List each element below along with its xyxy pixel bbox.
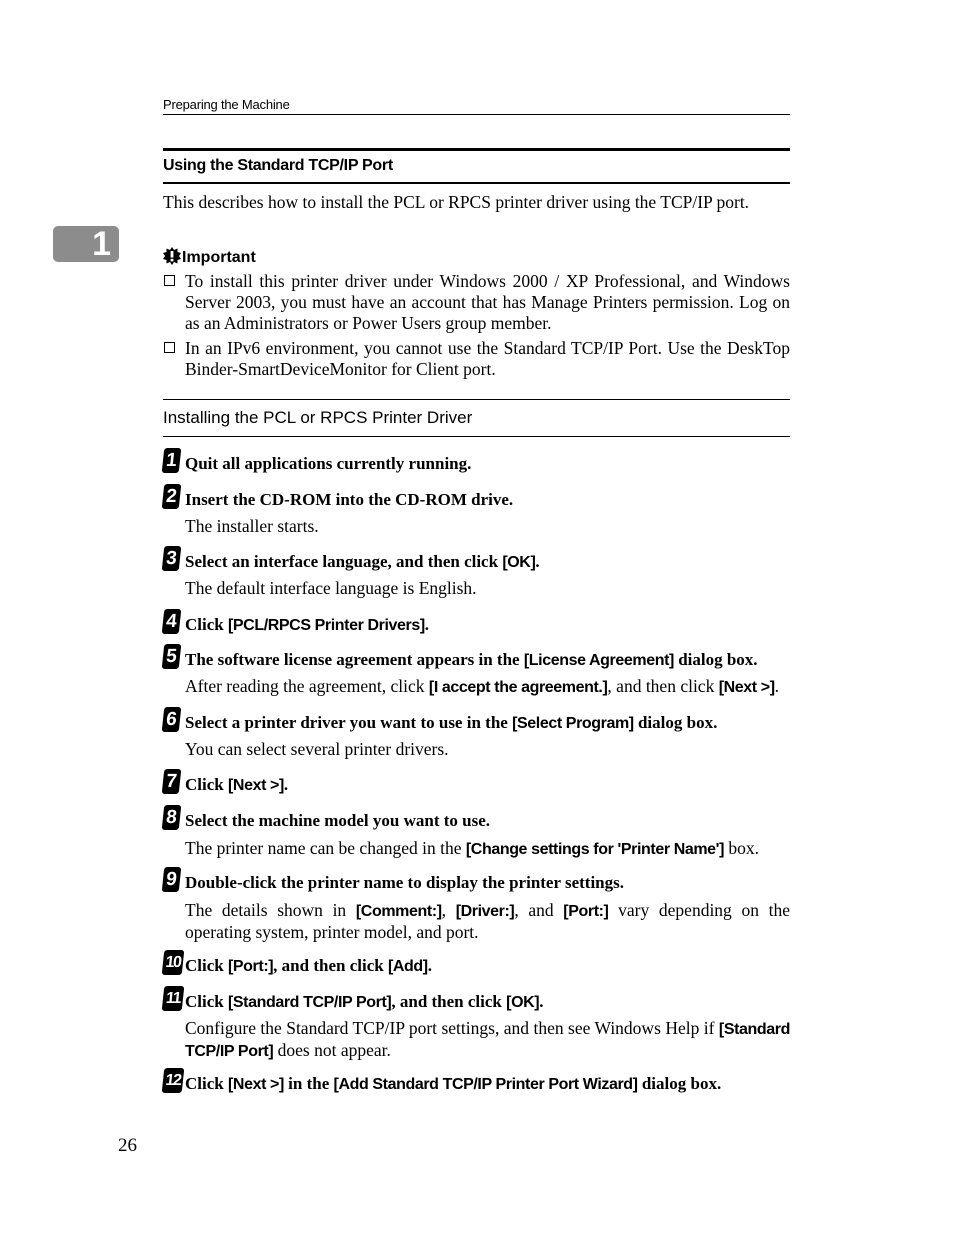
step-number-icon: 8 <box>162 805 182 830</box>
ui-label: [Standard TCP/IP Port] <box>227 994 392 1011</box>
step-description: The installer starts. <box>185 516 319 536</box>
step-instruction: Click [Standard TCP/IP Port], and then click [OK]. <box>185 992 544 1011</box>
step-number-icon: 6 <box>162 707 182 732</box>
step-instruction: The software license agreement appears in the [License Agreement] dialog box. <box>185 650 758 669</box>
ui-label: [License Agreement] <box>523 652 674 669</box>
subsection-title: Installing the PCL or RPCS Printer Driver <box>163 408 473 427</box>
section-title: Using the Standard TCP/IP Port <box>163 157 393 174</box>
step-number-icon: 11 <box>162 986 185 1011</box>
step-description: You can select several printer drivers. <box>185 739 449 759</box>
step-number-icon: 1 <box>162 448 182 473</box>
ui-label: [Next >] <box>718 679 775 696</box>
checkbox-bullet-icon <box>164 275 175 286</box>
note-text: In an IPv6 environment, you cannot use the Standard TCP/IP Port. Use the DeskTop Binder-SmartDeviceMonitor for Client port. <box>185 338 790 379</box>
checkbox-bullet-icon <box>164 342 175 353</box>
step-number-icon: 3 <box>162 546 182 571</box>
ui-label: [OK] <box>506 994 540 1011</box>
step-number-icon: 5 <box>162 644 182 669</box>
step-instruction: Select the machine model you want to use. <box>185 811 491 830</box>
step-description: The default interface language is English. <box>185 578 477 598</box>
important-heading <box>163 247 256 267</box>
step-number-icon: 10 <box>162 950 185 975</box>
step-description: The details shown in [Comment:], [Driver:], and [Port:] vary depending on the operating system, printer model, and port. <box>185 900 791 942</box>
ui-label: [Change settings for 'Printer Name'] <box>465 841 724 858</box>
step-instruction: Select a printer driver you want to use in the [Select Program] dialog box. <box>185 713 718 732</box>
step-instruction: Double-click the printer name to display the printer settings. <box>185 873 624 892</box>
ui-label: [I accept the agreement.] <box>428 679 608 696</box>
step-description: Configure the Standard TCP/IP port settings, and then see Windows Help if [Standard TCP/IP Port] does not appear. <box>185 1018 790 1060</box>
subsection-heading <box>163 399 790 437</box>
step-number-icon: 9 <box>162 867 182 892</box>
ui-label: [Standard TCP/IP Port] <box>185 1021 790 1060</box>
ui-label: [PCL/RPCS Printer Drivers] <box>227 617 425 634</box>
ui-label: [Add Standard TCP/IP Printer Port Wizard] <box>333 1076 638 1093</box>
important-label: Important <box>182 249 256 266</box>
section-heading <box>163 148 790 184</box>
intro-paragraph: This describes how to install the PCL or RPCS printer driver using the TCP/IP port. <box>163 192 750 212</box>
step-instruction: Quit all applications currently running. <box>185 454 472 473</box>
chapter-tab: 1 <box>53 226 119 262</box>
ui-label: [Driver:] <box>455 903 515 920</box>
step-instruction: Select an interface language, and then click [OK]. <box>185 552 540 571</box>
running-header: Preparing the Machine <box>163 97 790 115</box>
ui-label: [Select Program] <box>512 715 634 732</box>
step-number-icon: 7 <box>162 769 182 794</box>
ui-label: [Next >] <box>227 1076 284 1093</box>
step-instruction: Click [Next >] in the [Add Standard TCP/IP Printer Port Wizard] dialog box. <box>185 1074 722 1093</box>
ui-label: [Comment:] <box>355 903 442 920</box>
step-number-icon: 4 <box>162 609 182 634</box>
step-instruction: Click [PCL/RPCS Printer Drivers]. <box>185 615 429 634</box>
step-number-icon: 2 <box>162 484 182 509</box>
step-instruction: Click [Next >]. <box>185 775 289 794</box>
page-number: 26 <box>118 1135 137 1156</box>
ui-label: [Port:] <box>563 903 609 920</box>
step-description: The printer name can be changed in the [Change settings for 'Printer Name'] box. <box>185 838 759 858</box>
step-description: After reading the agreement, click [I accept the agreement.], and then click [Next >]. <box>185 676 780 696</box>
ui-label: [Add] <box>387 958 428 975</box>
note-text: To install this printer driver under Windows 2000 / XP Professional, and Windows Server 2003, you must have an account that has Manage Printers permission. Log on as an Administrators or Power Users group member. <box>185 271 790 333</box>
ui-label: [Next >] <box>227 777 284 794</box>
important-icon <box>163 247 181 265</box>
step-instruction: Insert the CD-ROM into the CD-ROM drive. <box>185 490 514 509</box>
ui-label: [Port:] <box>227 958 274 975</box>
ui-label: [OK] <box>502 554 536 571</box>
step-number-icon: 12 <box>162 1068 185 1093</box>
step-instruction: Click [Port:], and then click [Add]. <box>185 956 432 975</box>
